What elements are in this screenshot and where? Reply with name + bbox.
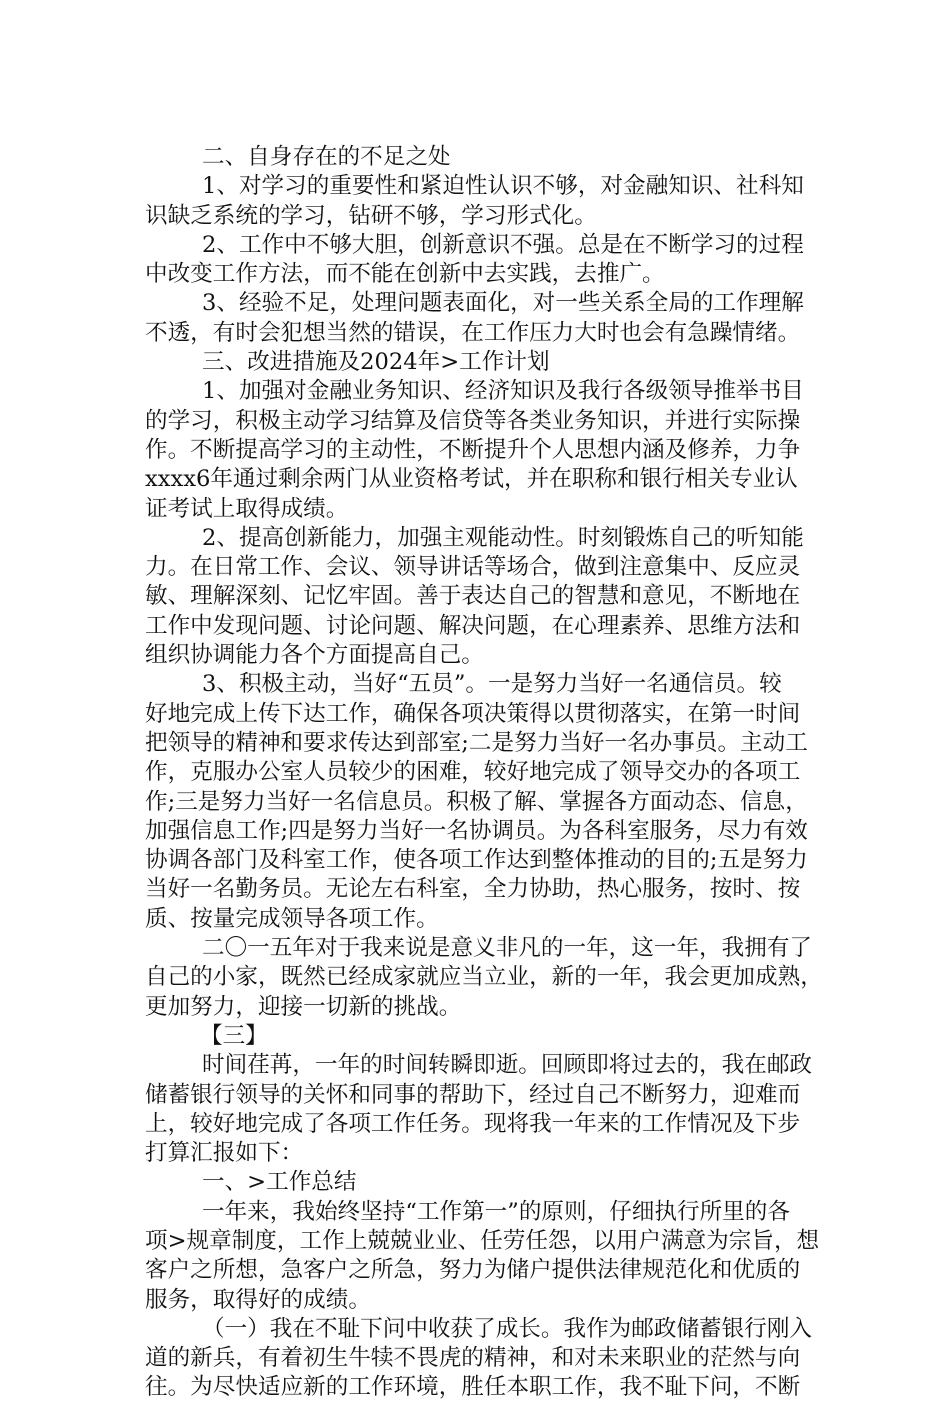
paragraph-line: （一）我在不耻下问中收获了成长。我作为邮政储蓄银行刚入 [202,1315,813,1342]
paragraph-line: 识缺乏系统的学习，钻研不够，学习形式化。 [145,202,597,229]
paragraph-line: 上，较好地完成了各项工作任务。现将我一年来的工作情况及下步 [145,1110,801,1137]
paragraph-line: 储蓄银行领导的关怀和同事的帮助下，经过自己不断努力，迎难而 [145,1081,801,1108]
paragraph-line: 作;三是努力当好一名信息员。积极了解、掌握各方面动态、信息， [145,788,808,815]
paragraph-line: 服务，取得好的成绩。 [145,1286,371,1313]
paragraph-line: xxxx6年通过剩余两门从业资格考试，并在职称和银行相关专业认 [145,466,798,493]
paragraph-line: 2、工作中不够大胆，创新意识不强。总是在不断学习的过程 [202,231,804,258]
paragraph-line: 证考试上取得成绩。 [145,495,349,522]
paragraph-line: 1、加强对金融业务知识、经济知识及我行各级领导推举书目 [202,378,804,405]
paragraph-line: 不透，有时会犯想当然的错误，在工作压力大时也会有急躁情绪。 [145,319,801,346]
paragraph-line: 当好一名勤务员。无论左右科室，全力协助，热心服务，按时、按 [145,876,801,903]
paragraph-line: 2、提高创新能力，加强主观能动性。时刻锻炼自己的听知能 [202,524,804,551]
paragraph-line: 质、按量完成领导各项工作。 [145,905,439,932]
paragraph-line: 1、对学习的重要性和紧迫性认识不够，对金融知识、社科知 [202,173,804,200]
paragraph-line: 往。为尽快适应新的工作环境，胜任本职工作，我不耻下问，不断 [145,1374,801,1401]
paragraph-line: 二〇一五年对于我来说是意义非凡的一年，这一年，我拥有了 [202,935,813,962]
paragraph-line: 时间荏苒，一年的时间转瞬即逝。回顾即将过去的，我在邮政 [202,1052,813,1079]
paragraph-line: 协调各部门及科室工作，使各项工作达到整体推动的目的;五是努力 [145,847,808,874]
paragraph-line: 的学习，积极主动学习结算及信贷等各类业务知识，并进行实际操 [145,407,801,434]
paragraph-line: 敏、理解深刻、记忆牢固。善于表达自己的智慧和意见，不断地在 [145,583,801,610]
paragraph-line: 项>规章制度，工作上兢兢业业、任劳任怨，以用户满意为宗旨，想 [145,1227,820,1254]
paragraph-line: 中改变工作方法，而不能在创新中去实践，去推广。 [145,261,665,288]
section-heading: 三、改进措施及2024年>工作计划 [202,349,550,376]
paragraph-line: 3、积极主动，当好“五员”。一是努力当好一名通信员。较 [202,671,782,698]
paragraph-line: 自己的小家，既然已经成家就应当立业，新的一年，我会更加成熟， [145,964,823,991]
paragraph-line: 作，克服办公室人员较少的困难，较好地完成了领导交办的各项工 [145,759,801,786]
paragraph-line: 一年来，我始终坚持“工作第一”的原则，仔细执行所里的各 [202,1198,790,1225]
paragraph-line: 力。在日常工作、会议、领导讲话等场合，做到注意集中、反应灵 [145,554,801,581]
section-heading: 一、>工作总结 [202,1169,357,1196]
paragraph-line: 工作中发现问题、讨论问题、解决问题，在心理素养、思维方法和 [145,612,801,639]
paragraph-line: 更加努力，迎接一切新的挑战。 [145,993,462,1020]
paragraph-line: 组织协调能力各个方面提高自己。 [145,642,484,669]
section-heading: 二、自身存在的不足之处 [202,144,451,170]
paragraph-line: 把领导的精神和要求传达到部室;二是努力当好一名办事员。主动工 [145,729,808,756]
paragraph-line: 打算汇报如下： [145,1140,304,1167]
paragraph-line: 加强信息工作;四是努力当好一名协调员。为各科室服务，尽力有效 [145,817,808,844]
section-marker: 【三】 [200,1022,268,1049]
document-page [145,143,823,1403]
paragraph-line: 3、经验不足，处理问题表面化，对一些关系全局的工作理解 [202,290,804,317]
paragraph-line: 道的新兵，有着初生牛犊不畏虎的精神，和对未来职业的茫然与向 [145,1345,801,1372]
paragraph-line: 客户之所想，急客户之所急，努力为储户提供法律规范化和优质的 [145,1257,801,1284]
paragraph-line: 作。不断提高学习的主动性，不断提升个人思想内涵及修养，力争 [145,436,801,463]
paragraph-line: 好地完成上传下达工作，确保各项决策得以贯彻落实，在第一时间 [145,700,801,727]
